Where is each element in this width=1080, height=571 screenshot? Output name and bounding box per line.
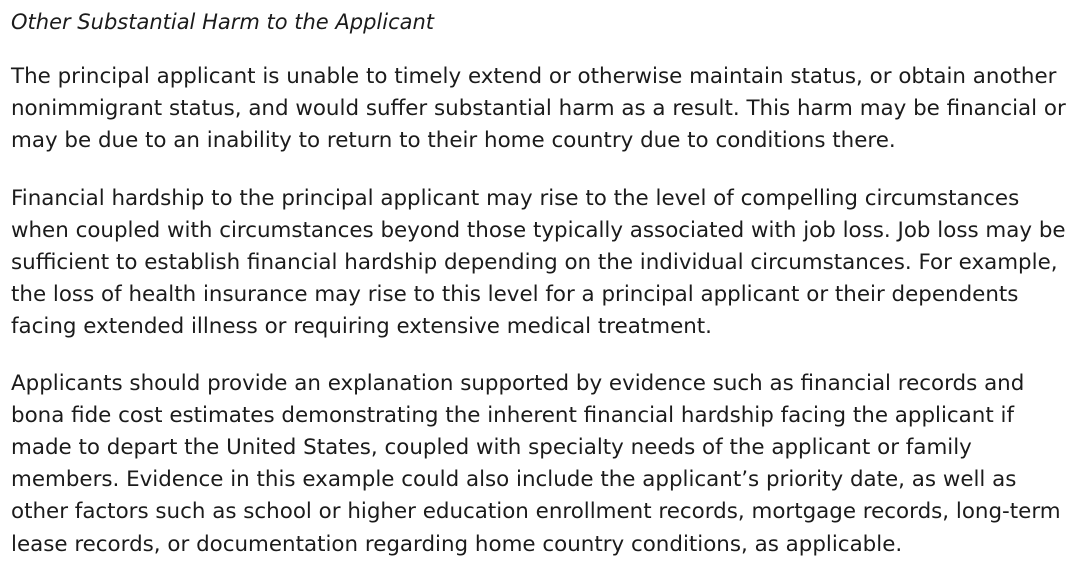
paragraph-financial-hardship: Financial hardship to the principal applicant may rise to the level of compelling circumstances when coupled with circumstances beyond those typically associated with job loss. Job loss may be sufficient to establish financial hardship depending on the individual circumstances. For example, the loss of health insurance may rise to this level for a principal applicant or their dependents facing extended illness or requiring extensive medical treatment.: [11, 185, 1066, 340]
section-heading: Other Substantial Harm to the Applicant: [11, 10, 435, 34]
article-content: [11, 6, 1073, 561]
paragraph-status-harm: The principal applicant is unable to timely extend or otherwise maintain status, or obtain another nonimmigrant status, and would suffer substantial harm as a result. This harm may be financial or may be due to an inability to return to their home country due to conditions there.: [11, 64, 1066, 154]
paragraph-evidence: Applicants should provide an explanation supported by evidence such as financial records and bona fide cost estimates demonstrating the inherent financial hardship facing the applicant if made to depart the United States, coupled with specialty needs of the applicant or family members. Evidence in this example could also include the applicant’s priority date, as well as other factors such as school or higher education enrollment records, mortgage records, long-term lease records, or documentation regarding home country conditions, as applicable.: [11, 370, 1061, 557]
